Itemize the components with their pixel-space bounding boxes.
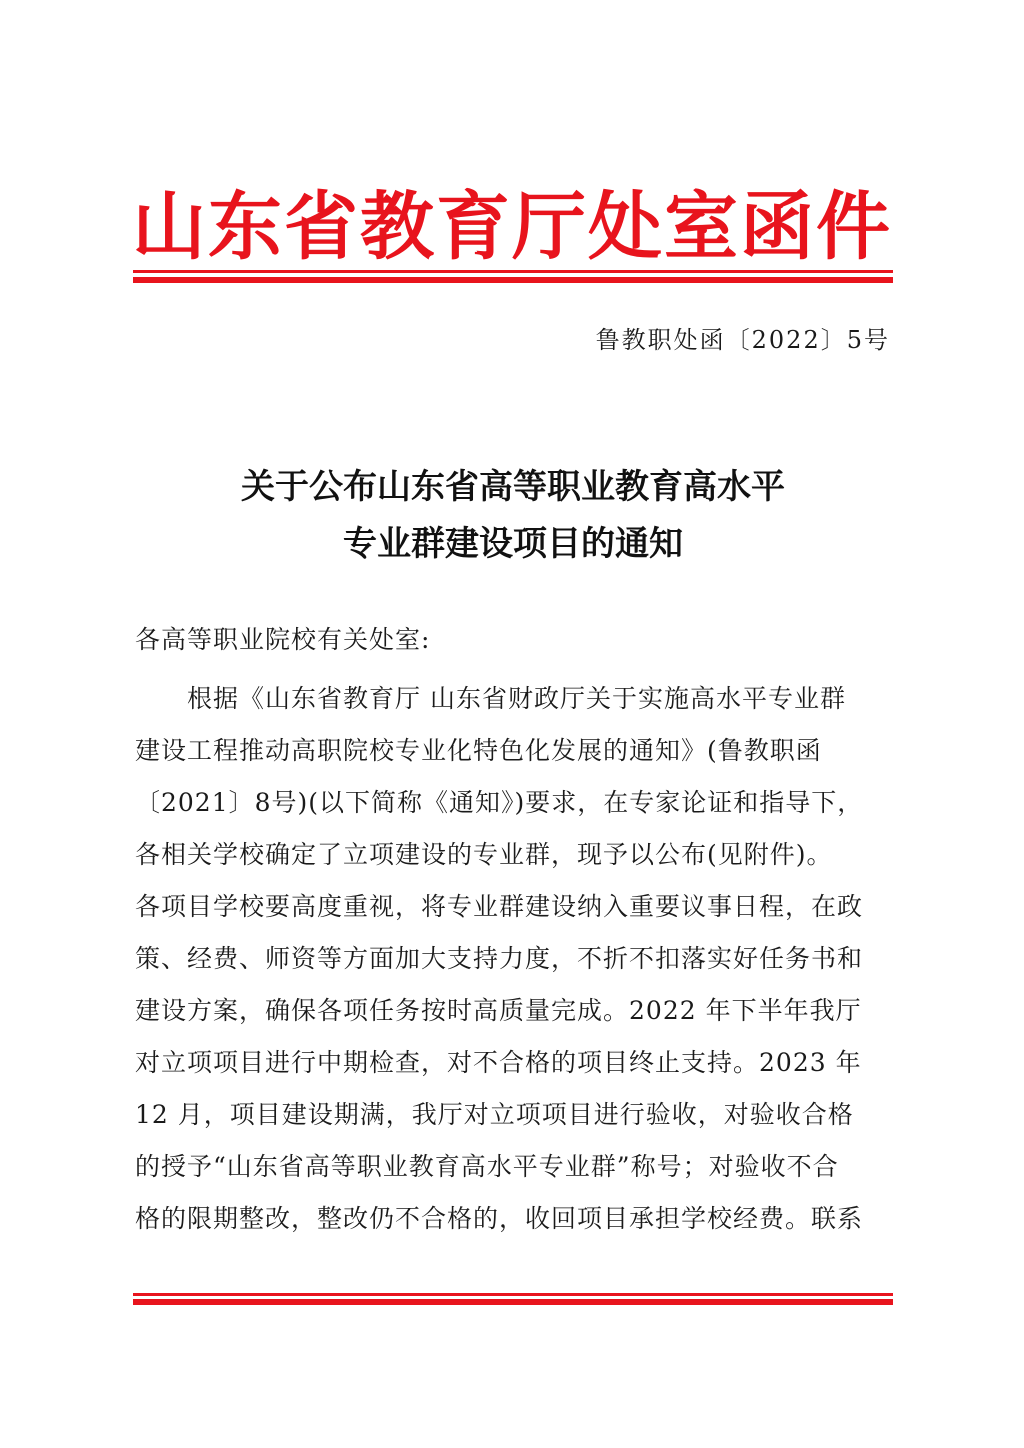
- letterhead-title: 山东省教育厅处室函件: [132, 184, 892, 270]
- body-text: [135, 673, 891, 1245]
- body-line: 对立项项目进行中期检查，对不合格的项目终止支持。2023 年: [135, 1048, 862, 1077]
- body-line: 建设方案，确保各项任务按时高质量完成。2022 年下半年我厅: [135, 996, 862, 1025]
- letterhead-rule-thin: [133, 270, 893, 273]
- body-line: 格的限期整改，整改仍不合格的，收回项目承担学校经费。联系: [135, 1204, 864, 1233]
- notice-title: [133, 459, 893, 573]
- body-line: 根据《山东省教育厅 山东省财政厅关于实施高水平专业群: [187, 684, 846, 713]
- body-line: 各项目学校要高度重视，将专业群建设纳入重要议事日程，在政: [135, 892, 864, 921]
- notice-title-line-1: 关于公布山东省高等职业教育高水平: [241, 467, 785, 507]
- letterhead-rule-thick: [133, 277, 893, 283]
- body-line: 建设工程推动高职院校专业化特色化发展的通知》(鲁教职函: [135, 736, 822, 765]
- notice-title-line-2: 专业群建设项目的通知: [343, 524, 683, 564]
- body-line: 各相关学校确定了立项建设的专业群，现予以公布(见附件)。: [135, 840, 833, 869]
- salutation: 各高等职业院校有关处室:: [135, 625, 431, 654]
- footer-rule-thick: [133, 1299, 893, 1305]
- body-line: 〔2021〕8号)(以下简称《通知》)要求，在专家论证和指导下，: [135, 788, 864, 817]
- body-line: 策、经费、师资等方面加大支持力度，不折不扣落实好任务书和: [135, 944, 864, 973]
- body-line: 12 月，项目建设期满，我厅对立项项目进行验收，对验收合格: [135, 1100, 854, 1129]
- body-line: 的授予“山东省高等职业教育高水平专业群”称号；对验收不合: [135, 1152, 839, 1181]
- document-number: 鲁教职处函〔2022〕5号: [595, 326, 890, 354]
- footer-rule-thin: [133, 1293, 893, 1296]
